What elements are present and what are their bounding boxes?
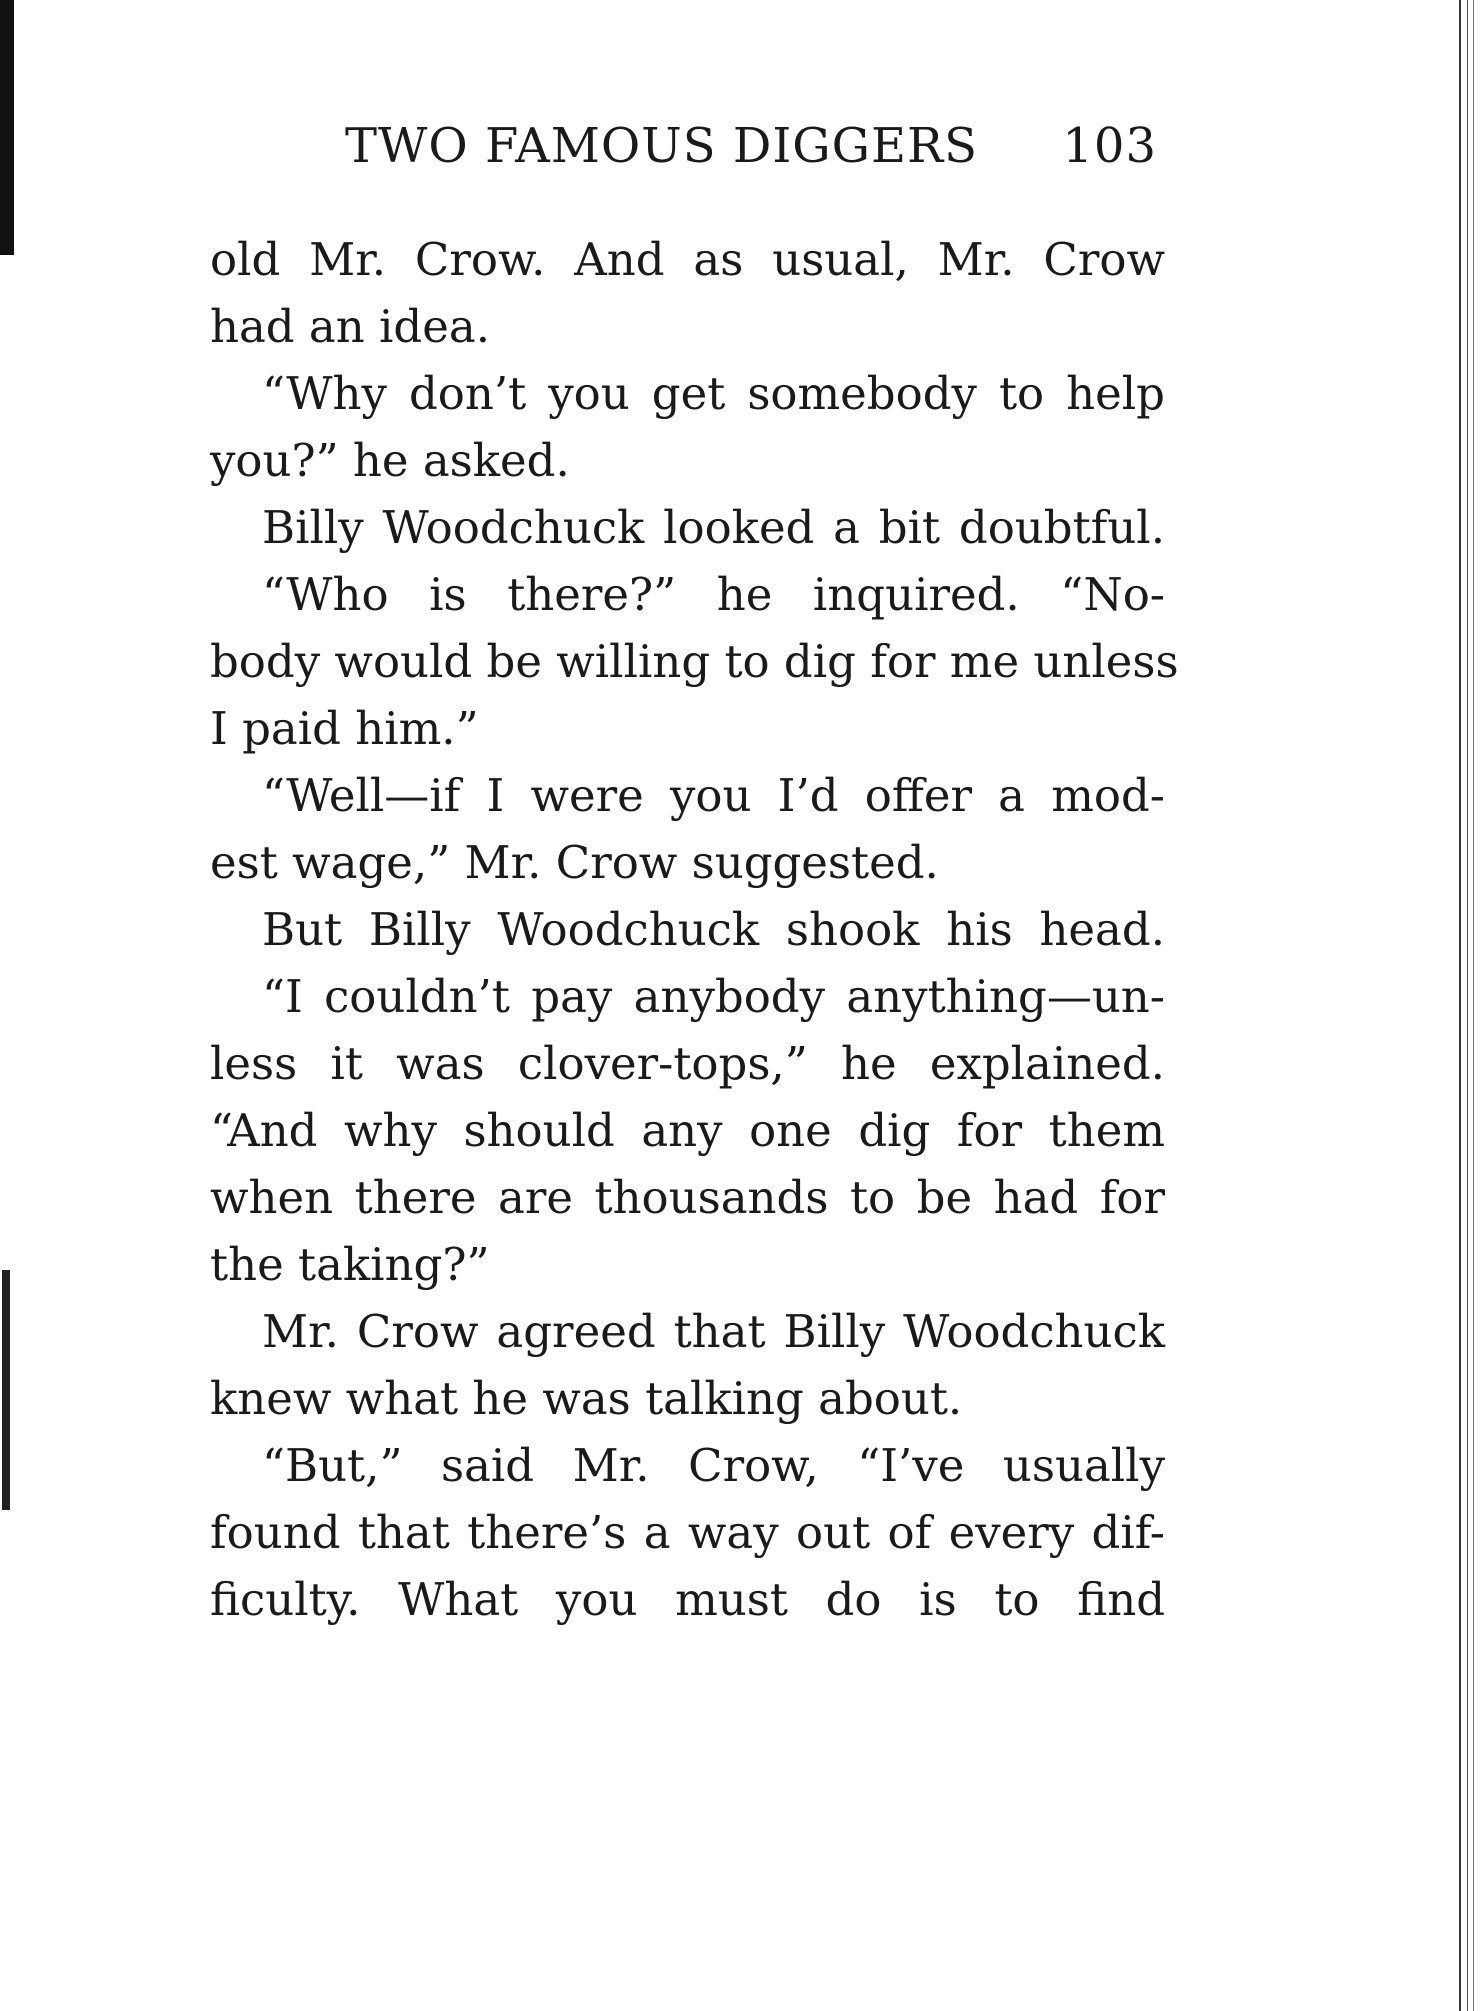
text-line: “I couldn’t pay anybody anything—un- xyxy=(262,970,1165,1023)
text-line: “Who is there?” he inquired. “No- xyxy=(262,568,1165,621)
text-line: body would be willing to dig for me unless xyxy=(210,635,1179,688)
text-line: “And why should any one dig for them xyxy=(210,1104,1165,1157)
text-line: “Well—if I were you I’d offer a mod- xyxy=(262,769,1165,822)
text-line: ficulty. What you must do is to find xyxy=(210,1573,1165,1626)
text-line: found that there’s a way out of every dif- xyxy=(210,1506,1165,1559)
chapter-title: TWO FAMOUS DIGGERS xyxy=(345,118,979,174)
text-line: less it was clover-tops,” he explained. xyxy=(210,1037,1165,1090)
text-line: Billy Woodchuck looked a bit doubtful. xyxy=(262,501,1165,554)
running-head xyxy=(345,118,1165,174)
scan-page-edge xyxy=(1453,0,1483,2011)
text-line: you?” he asked. xyxy=(210,434,570,487)
text-line: “But,” said Mr. Crow, “I’ve usually xyxy=(262,1439,1165,1492)
page-number: 103 xyxy=(1062,118,1157,174)
scan-binding-shadow xyxy=(0,0,14,255)
text-line: when there are thousands to be had for xyxy=(210,1171,1165,1224)
text-line: But Billy Woodchuck shook his head. xyxy=(262,903,1165,956)
text-line: “Why don’t you get somebody to help xyxy=(262,367,1165,420)
text-line: had an idea. xyxy=(210,300,490,353)
text-line: knew what he was talking about. xyxy=(210,1372,963,1425)
text-line: I paid him.” xyxy=(210,702,479,755)
text-line: old Mr. Crow. And as usual, Mr. Crow xyxy=(210,233,1165,286)
scan-edge-mark xyxy=(2,1270,10,1510)
text-line: est wage,” Mr. Crow suggested. xyxy=(210,836,939,889)
text-line: the taking?” xyxy=(210,1238,490,1291)
body-text xyxy=(210,226,1179,1633)
text-line: Mr. Crow agreed that Billy Woodchuck xyxy=(262,1305,1165,1358)
